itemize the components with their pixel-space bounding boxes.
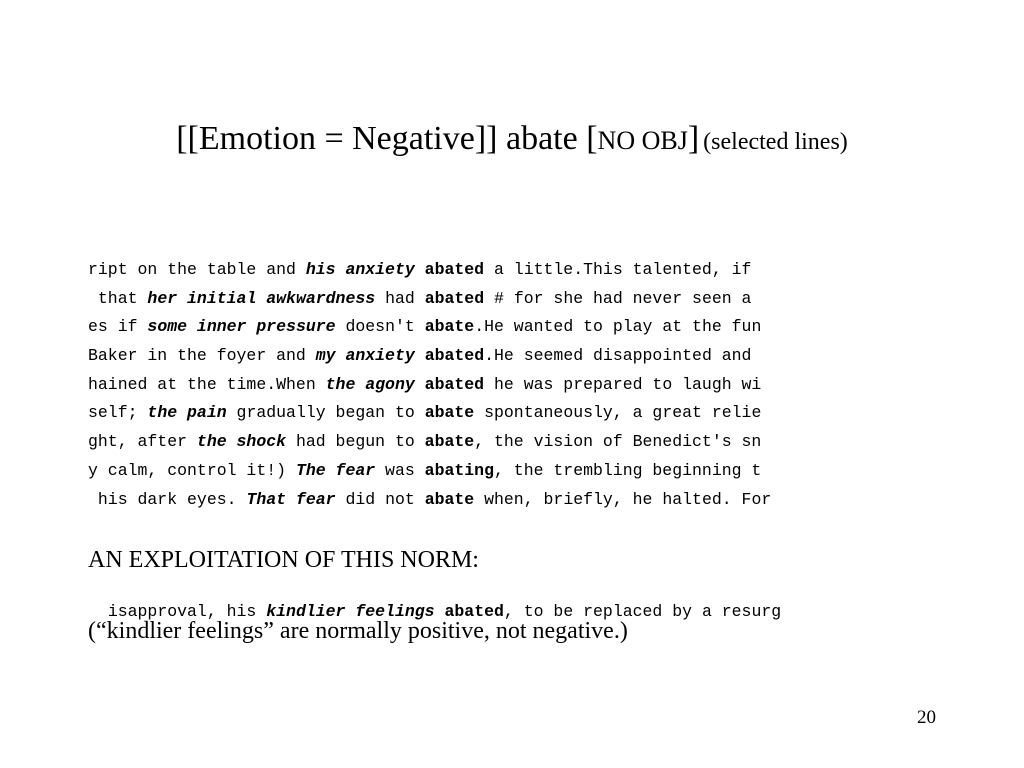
subject-phrase: the shock — [196, 432, 287, 452]
context-after: , the vision of Benedict's sn — [474, 432, 762, 452]
context-before: ript on the table and — [88, 260, 306, 279]
concordance-line — [88, 486, 771, 515]
slide-title — [0, 120, 1024, 158]
context-middle — [415, 375, 425, 394]
verb-form: abate — [424, 403, 475, 423]
concordance-line — [88, 428, 771, 457]
subject-phrase: That fear — [246, 489, 336, 509]
context-after: when, briefly, he halted. For — [474, 489, 772, 509]
context-before: y calm, control it!) — [88, 460, 296, 480]
subject-phrase: the agony — [325, 374, 415, 394]
context-after: he was prepared to laugh wi — [484, 374, 762, 394]
context-middle: was — [375, 460, 425, 480]
context-after: , to be replaced by a resurg — [503, 602, 782, 621]
context-middle: had begun to — [286, 432, 425, 452]
verb-form: abate — [424, 317, 475, 337]
subject-phrase: my anxiety — [315, 346, 415, 366]
subject-phrase: kindlier feelings — [266, 602, 435, 621]
exploitation-line — [88, 583, 781, 621]
title-close-bracket: ] — [687, 120, 700, 157]
concordance-line — [88, 457, 771, 486]
verb-form: abate — [424, 489, 475, 509]
context-middle: had — [375, 288, 425, 308]
verb-form: abating — [424, 460, 494, 480]
context-before: es if — [88, 317, 148, 337]
context-after: a little.This talented, if — [484, 260, 752, 279]
context-middle: gradually began to — [226, 403, 425, 423]
concordance-line — [88, 371, 771, 400]
subject-phrase: some inner pressure — [147, 317, 336, 337]
exploitation-note: (“kindlier feelings” are normally positive, not negative.) — [88, 618, 628, 644]
verb-form: abated — [424, 374, 485, 394]
verb-form: abated — [424, 346, 485, 366]
context-after: spontaneously, a great relie — [474, 403, 762, 423]
context-before: self; — [88, 403, 148, 423]
concordance-line — [88, 256, 771, 285]
context-before: that — [88, 288, 148, 308]
page-number: 20 — [917, 707, 936, 728]
context-after: .He seemed disappointed and — [484, 346, 752, 366]
context-before: isapproval, his — [107, 602, 267, 621]
title-no-obj: NO OBJ — [597, 126, 688, 155]
context-before: ght, after — [88, 432, 197, 452]
context-after: .He wanted to play at the fun — [474, 317, 762, 337]
context-before: hained at the time.When — [88, 374, 326, 394]
concordance-lines — [88, 256, 771, 514]
context-middle — [415, 260, 425, 279]
context-middle: did not — [335, 489, 425, 509]
context-middle: doesn't — [335, 317, 425, 337]
subject-phrase: his anxiety — [305, 260, 415, 279]
subject-phrase: The fear — [295, 460, 376, 480]
context-middle — [415, 346, 425, 365]
context-before: Baker in the foyer and — [88, 346, 316, 366]
context-before: his dark eyes. — [88, 489, 247, 509]
concordance-line — [88, 399, 771, 428]
concordance-line — [88, 285, 771, 314]
verb-form: abated — [424, 260, 485, 279]
subject-phrase: the pain — [147, 403, 227, 423]
title-main: [[Emotion = Negative]] abate [ — [176, 120, 598, 157]
verb-form: abated — [444, 602, 504, 621]
subject-phrase: her initial awkwardness — [147, 288, 376, 308]
title-selected-lines: (selected lines) — [703, 129, 848, 155]
exploitation-heading: AN EXPLOITATION OF THIS NORM: — [88, 547, 479, 573]
concordance-line — [88, 313, 771, 342]
context-after: , the trembling beginning t — [493, 460, 762, 480]
verb-form: abate — [424, 432, 475, 452]
concordance-line — [88, 342, 771, 371]
verb-form: abated — [424, 288, 485, 308]
context-after: # for she had never seen a — [484, 288, 752, 308]
